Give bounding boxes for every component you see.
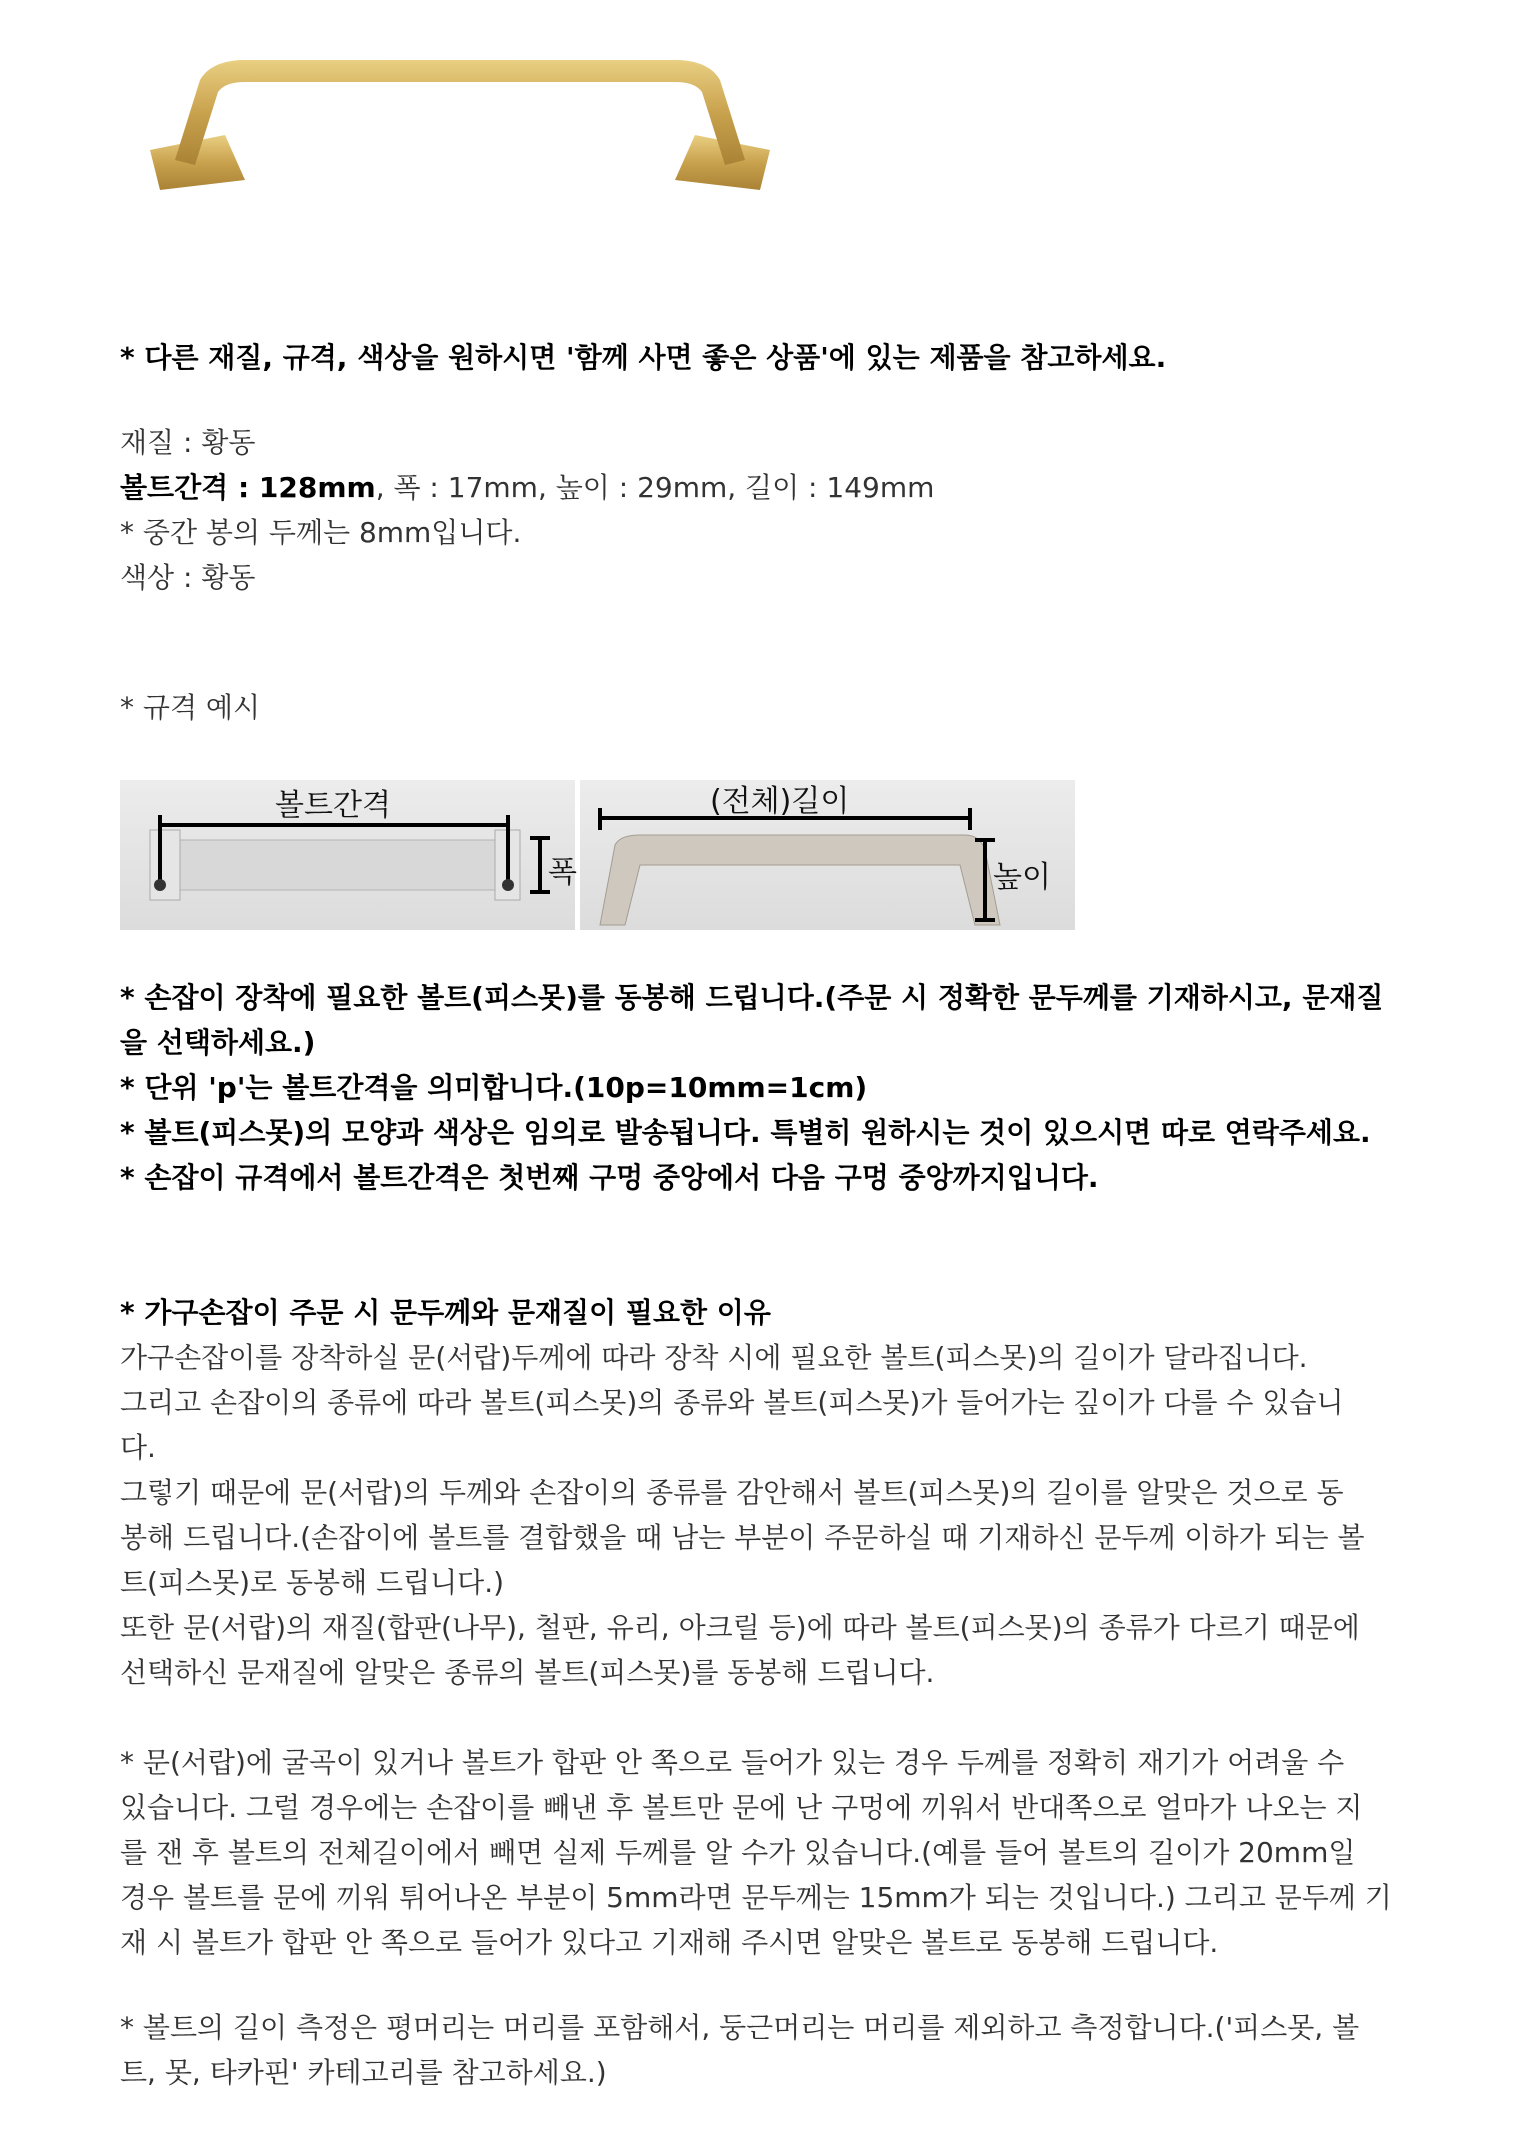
note-line: 을 선택하세요.) <box>120 1026 316 1059</box>
curve-note-line: 있습니다. 그럴 경우에는 손잡이를 빼낸 후 볼트만 문에 난 구멍에 끼워서 반대쪽으로 얼마가 나오는 지 <box>120 1791 1363 1824</box>
reason-body <box>120 1335 1420 1695</box>
reason-line: 다. <box>120 1431 156 1464</box>
spec-dims: , 폭 : 17mm, 높이 : 29mm, 길이 : 149mm <box>375 471 935 504</box>
reason-title: * 가구손잡이 주문 시 문두께와 문재질이 필요한 이유 <box>120 1296 771 1329</box>
diagram-left-photo <box>120 780 575 930</box>
curve-note-line: 를 잰 후 볼트의 전체길이에서 빼면 실제 두께를 알 수가 있습니다.(예를 들어 볼트의 길이가 20mm일 <box>120 1836 1356 1869</box>
reason-line: 그렇기 때문에 문(서랍)의 두께와 손잡이의 종류를 감안해서 볼트(피스못)의 길이를 알맞은 것으로 동 <box>120 1476 1344 1509</box>
curve-note-line: * 문(서랍)에 굴곡이 있거나 볼트가 합판 안 쪽으로 들어가 있는 경우 두께를 정확히 재기가 어려울 수 <box>120 1746 1345 1779</box>
reason-line: 선택하신 문재질에 알맞은 종류의 볼트(피스못)를 동봉해 드립니다. <box>120 1656 935 1689</box>
note-line: * 손잡이 규격에서 볼트간격은 첫번째 구멍 중앙에서 다음 구멍 중앙까지입니다. <box>120 1161 1099 1194</box>
reason-line: 또한 문(서랍)의 재질(합판(나무), 철판, 유리, 아크릴 등)에 따라 볼트(피스못)의 종류가 다르기 때문에 <box>120 1611 1360 1644</box>
width-diagram-label: 폭 <box>548 855 577 890</box>
bolt-notes <box>120 975 1420 1200</box>
spec-dimensions <box>120 465 1420 510</box>
example-title: * 규격 예시 <box>120 691 260 724</box>
curve-note-line: 경우 볼트를 문에 끼워 튀어나온 부분이 5mm라면 문두께는 15mm가 되는 것입니다.) 그리고 문두께 기 <box>120 1881 1392 1914</box>
note-line: * 볼트(피스못)의 모양과 색상은 임의로 발송됩니다. 특별히 원하시는 것이 있으시면 따로 연락주세요. <box>120 1116 1371 1149</box>
measure-note-line: 트, 못, 타카핀' 카테고리를 참고하세요.) <box>120 2056 607 2089</box>
measure-note <box>120 2005 1420 2095</box>
total-length-diagram-label: (전체)길이 <box>710 784 850 819</box>
curve-note <box>120 1740 1420 1965</box>
reason-line: 봉해 드립니다.(손잡이에 볼트를 결합했을 때 남는 부분이 주문하실 때 기재하신 문두께 이하가 되는 볼 <box>120 1521 1365 1554</box>
spec-color: 색상 : 황동 <box>120 561 256 594</box>
reason-line: 그리고 손잡이의 종류에 따라 볼트(피스못)의 종류와 볼트(피스못)가 들어가는 깊이가 다를 수 있습니 <box>120 1386 1344 1419</box>
reason-line: 트(피스못)로 동봉해 드립니다.) <box>120 1566 505 1599</box>
product-image <box>130 40 790 200</box>
bolt-spacing-diagram-label: 볼트간격 <box>275 788 391 823</box>
measure-note-line: * 볼트의 길이 측정은 평머리는 머리를 포함해서, 둥근머리는 머리를 제외하고 측정합니다.('피스못, 볼 <box>120 2011 1360 2044</box>
curve-note-line: 재 시 볼트가 합판 안 쪽으로 들어가 있다고 기재해 주시면 알맞은 볼트로 동봉해 드립니다. <box>120 1926 1219 1959</box>
spec-thickness: * 중간 봉의 두께는 8mm입니다. <box>120 516 522 549</box>
reason-line: 가구손잡이를 장착하실 문(서랍)두께에 따라 장착 시에 필요한 볼트(피스못)의 길이가 달라집니다. <box>120 1341 1308 1374</box>
diagram-right-photo <box>580 780 1075 930</box>
note-line: * 손잡이 장착에 필요한 볼트(피스못)를 동봉해 드립니다.(주문 시 정확한 문두께를 기재하시고, 문재질 <box>120 981 1384 1014</box>
alternative-products-notice: * 다른 재질, 규격, 색상을 원하시면 '함께 사면 좋은 상품'에 있는 제품을 참고하세요. <box>120 341 1167 374</box>
height-diagram-label: 높이 <box>993 860 1051 895</box>
note-line: * 단위 'p'는 볼트간격을 의미합니다.(10p=10mm=1cm) <box>120 1071 868 1104</box>
spec-material: 재질 : 황동 <box>120 426 256 459</box>
bolt-spacing-label: 볼트간격 : 128mm <box>120 471 376 504</box>
